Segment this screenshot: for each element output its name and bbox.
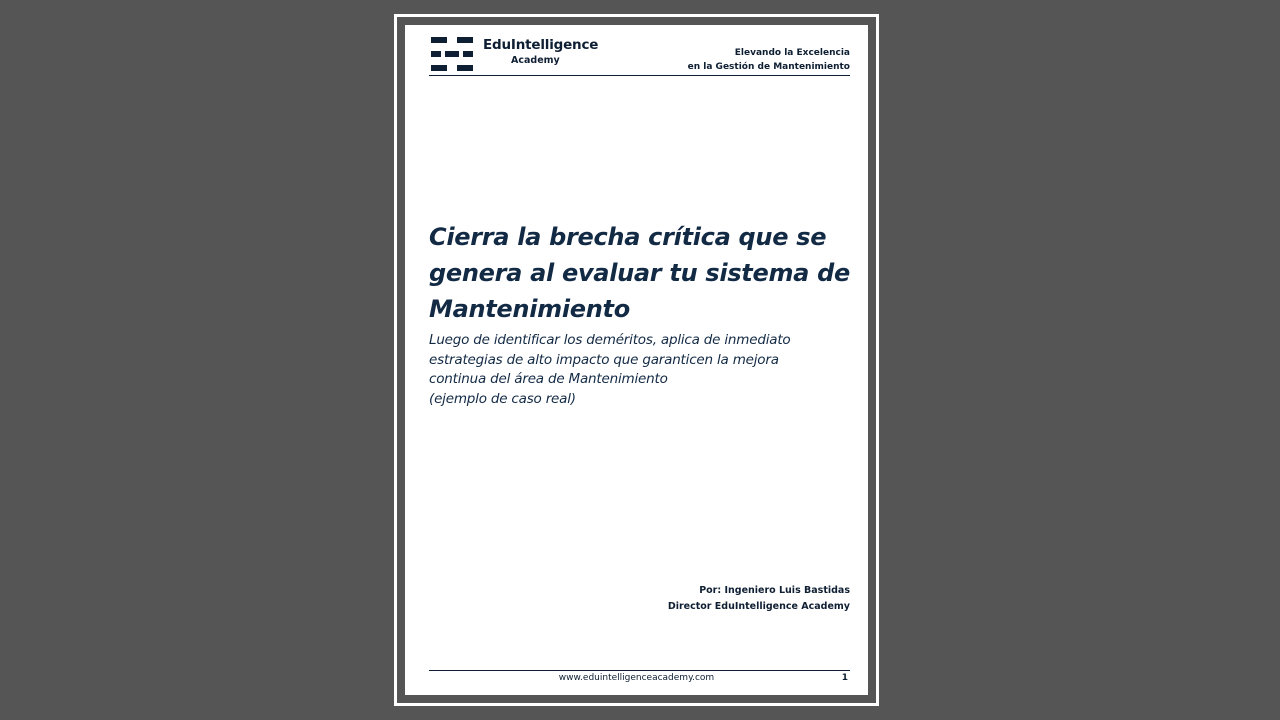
document-page (405, 25, 868, 695)
page-title: Cierra la brecha crítica que se genera al evaluar tu sistema de Mantenimiento (429, 223, 850, 323)
tagline-line-2: en la Gestión de Mantenimiento (687, 62, 850, 72)
subtitle-line: (ejemplo de caso real) (429, 390, 576, 407)
brand-name: EduIntelligence (483, 37, 599, 53)
author-role: Director EduIntelligence Academy (667, 601, 850, 612)
subtitle-line: continua del área de Mantenimiento (429, 371, 668, 387)
page-content (405, 25, 868, 695)
tagline-line-1: Elevando la Excelencia (734, 48, 850, 58)
page-number: 1 (841, 673, 848, 683)
brand-logo (431, 35, 599, 71)
subtitle-line: estrategias de alto impacto que garanticen la mejora (429, 351, 779, 368)
author-name: Por: Ingeniero Luis Bastidas (699, 585, 850, 596)
brand-sub: Academy (511, 55, 560, 66)
header-tagline (688, 46, 850, 74)
footer-divider (429, 670, 850, 671)
author-block (668, 583, 850, 615)
E-logo-icon (431, 37, 473, 71)
header-divider (429, 75, 850, 76)
footer-url: www.eduintelligenceacademy.com (558, 673, 715, 683)
subtitle-line: Luego de identificar los deméritos, aplica de inmediato (429, 332, 791, 348)
document-frame (394, 14, 879, 706)
page-subtitle (429, 331, 869, 409)
